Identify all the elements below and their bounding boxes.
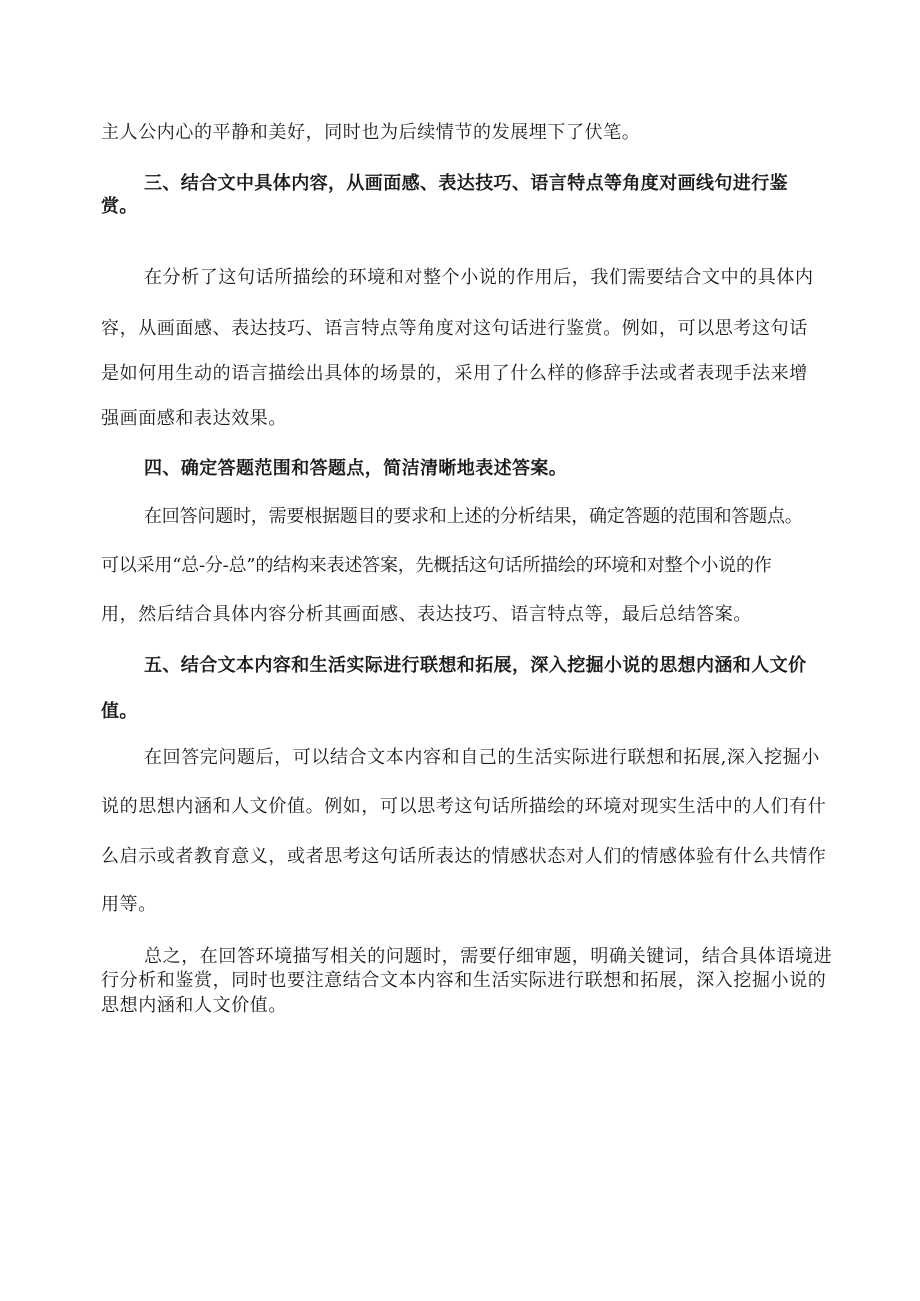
paragraph-3-line-2: 容，从画面感、表达技巧、语言特点等角度对这句话进行鉴赏。例如，可以思考这句话 bbox=[101, 318, 808, 339]
summary-line-2: 行分析和鉴赏，同时也要注意结合文本内容和生活实际进行联想和拓展，深入挖掘小说的 bbox=[101, 970, 827, 991]
heading-5-line-2: 值。 bbox=[101, 701, 138, 722]
heading-5-line-1: 五、结合文本内容和生活实际进行联想和拓展，深入挖掘小说的思想内涵和人文价 bbox=[144, 655, 807, 676]
heading-3-line-1: 三、结合文中具体内容，从画面感、表达技巧、语言特点等角度对画线句进行鉴 bbox=[144, 173, 788, 194]
heading-4: 四、确定答题范围和答题点，简洁清晰地表述答案。 bbox=[144, 458, 568, 479]
heading-3-line-2: 赏。 bbox=[101, 196, 138, 217]
summary-line-1: 总之，在回答环境描写相关的问题时，需要仔细审题，明确关键词，结合具体语境进 bbox=[144, 946, 833, 967]
paragraph-3-line-4: 强画面感和表达效果。 bbox=[101, 408, 287, 429]
paragraph-4-line-2: 可以采用“总-分-总”的结构来表述答案，先概括这句话所描绘的环境和对整个小说的作 bbox=[101, 555, 772, 576]
paragraph-5-line-1: 在回答完问题后，可以结合文本内容和自己的生活实际进行联想和拓展,深入挖掘小 bbox=[144, 747, 820, 768]
paragraph-3-line-3: 是如何用生动的语言描绘出具体的场景的，采用了什么样的修辞手法或者表现手法来增 bbox=[101, 363, 808, 384]
paragraph-4-line-3: 用，然后结合具体内容分析其画面感、表达技巧、语言特点等，最后总结答案。 bbox=[101, 604, 752, 625]
paragraph-continuation-line: 主人公内心的平静和美好，同时也为后续情节的发展埋下了伏笔。 bbox=[101, 122, 641, 143]
paragraph-5-line-3: 么启示或者教育意义，或者思考这句话所表达的情感状态对人们的情感体验有什么共情作 bbox=[101, 846, 827, 867]
paragraph-4-line-1: 在回答问题时，需要根据题目的要求和上述的分析结果，确定答题的范围和答题点。 bbox=[144, 506, 803, 527]
paragraph-5-line-2: 说的思想内涵和人文价值。例如，可以思考这句话所描绘的环境对现实生活中的人们有什 bbox=[101, 796, 827, 817]
paragraph-3-line-1: 在分析了这句话所描绘的环境和对整个小说的作用后，我们需要结合文中的具体内 bbox=[144, 267, 814, 288]
summary-line-3: 思想内涵和人文价值。 bbox=[101, 995, 287, 1016]
paragraph-5-line-4: 用等。 bbox=[101, 894, 157, 915]
